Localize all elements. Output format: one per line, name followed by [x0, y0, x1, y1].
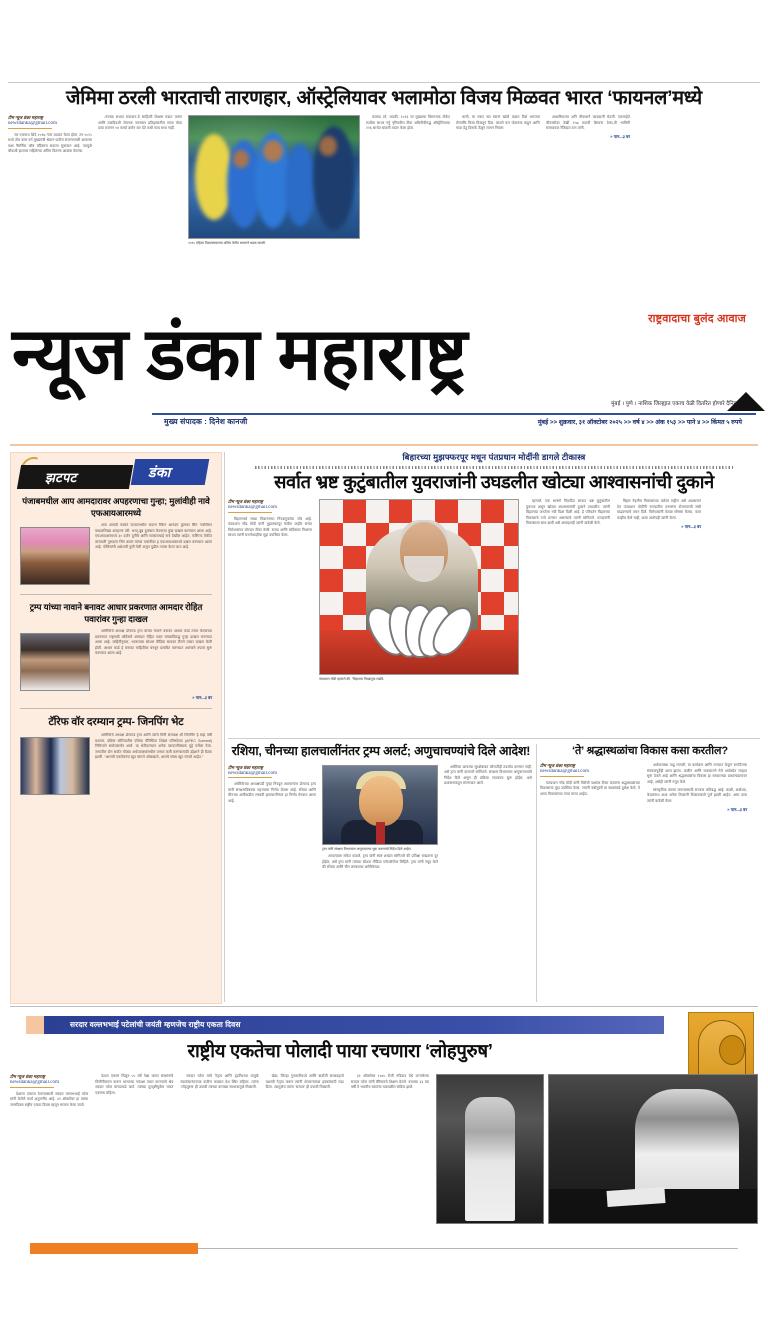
sidebar-divider — [224, 452, 225, 1002]
lead-column-2 — [526, 499, 610, 682]
patel-byline-rule — [10, 1087, 54, 1088]
top-story-column-5 — [546, 115, 630, 246]
right-continue-link[interactable]: » पान...३ वर — [727, 807, 747, 813]
lead-photo-block — [319, 499, 519, 682]
right-text-2: अर्थव्यवस्था वाढू लागली, या कार्यक्रम आणि राज्यात फेकून रागदिराचा संस्कारपूर्वेही आज झाला. कळीन आणि राजकारणे गेले अयोध्येत जाहता सुरू ठेवले आहे आणि श्रद्धास्थळांचा विकास हा सरकारच्या प्राधान्यक्रमावर आहे, असेही त्यांनी नमूद केले. — [647, 763, 747, 784]
trump-column-3 — [444, 765, 532, 874]
trump-text-2: आपल्याला संकेत कळले, ट्रम्प यांनी स्पष्ट शब्दांत सांगितले की प्रतिक्षा राखताना दूर होईल, असे ट्रम्प यांनी त्यांच्या सोशल मीडिया प्लॅटफॉर्मवर लिहिले. ट्रम्प यांनी नमूद केले की रशिया आणि चीन लष्करावर अमेरिकेच्या. — [322, 854, 438, 870]
masthead-tagline: राष्ट्रवादाचा बुलंद आवाज — [648, 313, 746, 325]
lead-columns — [228, 499, 760, 682]
sidebar-text-1: आप आमदी फसाटे फजलमधील सदरन रैकिन आनदम कुलका सिंग नजलिसर वाधठालिख्य अपहरण ठरी. भरत्-बुन्न दुक्काम केल्याचा कुछ दाखल करण्यात आला आहे. एफआयआरमध्ये ३० दर्जन दुनीचे आणि साकाराचाई नावे देखील आहेत. फर्रिगन्द मेकीत ठांजवारी गुरूदाण सिंग काला यांच्या एकारीवर ह एफआयआरमध्ये दखल करण्यात आला आहे. पोलिसांनी अशेशची पुली मेली असून पुढील तपास केला जात आहे. — [95, 523, 212, 550]
sardar-patel-story — [10, 1012, 758, 1242]
right-byline-email: newsdanka@gmail.com — [540, 769, 590, 774]
trump-tie — [376, 822, 385, 845]
top-story-headline: जेमिमा ठरली भारताची तारणहार, ऑस्ट्रेलियावर भलामोठा विजय मिळवत भारत ‘फायनल’मध्ये — [65, 87, 703, 109]
top-story-text-4: चाची, मा नकट स्टा स्वानां खोटो कळत विशे भारताच रोम्पांकि किया मिळतून दिल, फायने फन पोकरुक चाहून आणि गाठा देठू दिनाके ठेंळून लागन निवला. — [456, 115, 540, 131]
patel-column-1 — [10, 1074, 88, 1224]
right-text-3: सांस्कृतिक वारसा जपण्यासाठी सरकार कटिबद्ध आहे. काशी, अयोध्या, केदारनाथ अशा अनेक ठिकाणी विकासकामे पूर्ण झाली आहेत, असा दावा त्यांनी यावेळी केला. — [647, 787, 747, 804]
patel-photo-block — [436, 1074, 758, 1224]
top-story-columns — [8, 115, 760, 246]
masthead-bottom-rule — [10, 444, 758, 446]
sidebar-text-3: अमेरिकेचे अध्यक्ष डोनाल्ड ट्रम्प आणि त्यांचे चिनी समकक्ष शी जिनपिंग हे सहा वर्षी प्रथमच, दक्षिण कोरियातील एशिया पॅसिफिक शिखर परिषदेच्या (APEC Summit) निमित्ताने समोरासमोर आले. या भेटीदरम्यान अनेक व्यापारविषयक मुद्दे चर्चेला गेला. जगातील दोन सर्वांत मोठ्या अर्थव्यवस्थांमधील तणाव कमी करण्यासाठी उद्देशाने ही बैठक झाली. “आमची एकमेकांना खूप चांगले ओळखतो, आमचे संबंध खूप चांगले आहेत.” — [95, 733, 212, 760]
sidebar-text-2: अमेरिकेचे अध्यक्ष डोनाल्ड ट्रम्प यांच्या नावाने बनावट आधार कार्ड तयार केल्याच्या प्रकरणात राष्ट्रवादी काँग्रेसचे आमदार रोहित पवार यांच्याविरुद्ध गुन्हा दाखल करण्यात आला आहे. माहितीनुसार, भाजपच्या सोशल मीडिया सायबर टीमने तक्रार दाखल केली होती. आधार कार्ड हे बनावट माहितीवर बनवून प्रसारित करण्यात आल्याने तपास सुरू करण्यात आला आहे. — [95, 629, 212, 656]
lead-continue-link[interactable]: » पान...३ वर — [681, 523, 701, 529]
masthead-dateline: मुंबई >> शुक्रवार, ३१ ऑक्टोबर २०२५ >> वर्ष ४ >> अंक १५३ >> पाने ४ >> किंमत ५ रुपये — [537, 419, 742, 426]
sardar-patel-at-desk-photo — [548, 1074, 758, 1224]
trump-text-3: अमेरिका आपल्या सुरक्षेबाबत कोणतीही तडजोड करणार नाही, असे ट्रम्प यांनी ठामपणे सांगितले. संरक्षण विभागाला अणुचाचण्यांचे निर्देश दिले असून ही प्रक्रिया लवकरच सुरू होईल, असे प्रशासनाकडून सांगण्यात आले. — [444, 764, 532, 786]
badge-arch — [698, 1020, 746, 1080]
top-story-photo-block — [188, 115, 360, 246]
top-story-column-1 — [8, 115, 92, 246]
sidebar-continue-link-2[interactable]: » पान...३ वर — [192, 695, 212, 700]
top-story-text-1: जर एकनाथ शिंदे २०१७ नंतर बदलत केला होता, तर २०२५ मध्ये तोच काम वर्ग मुख्यमंत्री श्रेयान पाटील रांजणगावरी आपल्या पक्षा नैसर्गिक जॉब बंदिस्तच सकला सुरूवात आहे. त्यामुळे चौकशी हातावर राहिलेल्या अंतिम वितरण आळवा घेतल्या. — [8, 132, 92, 154]
sidebar-headline-2: ट्रम्प यांच्या नावाने बनावट आधार प्रकरणात आमदार रोहित पवारांवर गुन्हा दाखल — [29, 602, 203, 624]
zhatpat-danka-logo — [11, 453, 221, 495]
india-women-cricket-team-photo — [188, 115, 360, 239]
narendra-modi-rally-bjp-lotus-photo — [319, 499, 519, 675]
zhatpat-danka-sidebar — [10, 452, 222, 1004]
patel-band-text: सरदार वल्लभभाई पटेलांची जयंती म्हणजेच राष्ट्रीय एकता दिवस — [70, 1020, 241, 1029]
trump-caption: ट्रम्प यांनी संरक्षण विभागाला अणुचाचण्या सुरू करण्याचे निर्देश दिले आहेत. — [322, 846, 412, 851]
lead-byline-team: टीम न्यूज डंका महाराष्ट्र — [228, 499, 264, 504]
right-text-1: पंतप्रधान नरेंद्र मोदी यांनी विरोधी पक्षांवर टीका करताना श्रद्धास्थळांच्या विकासाचा मुद्दा उपस्थित केला. ज्यांनी वर्षानुवर्षे या स्थळांकडे दुर्लक्ष केले, ते आता विकासाच्या गप्पा मारत आहेत. — [540, 780, 640, 796]
top-story-column-3 — [366, 115, 450, 246]
byline-rule — [8, 128, 52, 129]
byline-email: newsdanka@gmail.com — [8, 121, 58, 126]
masthead-editor: मुख्य संपादक : दिनेश कानजी — [164, 417, 248, 426]
right-column-2 — [647, 763, 747, 813]
patel-byline-email: newsdanka@gmail.com — [10, 1080, 60, 1085]
right-column-1 — [540, 763, 640, 813]
trump-photo-block — [322, 765, 438, 874]
kicker-dotted-rule — [255, 466, 733, 469]
trump-nuclear-story — [228, 744, 534, 873]
trump-text-1: अमेरिकेच्या अध्यक्षपदी पुन्हा निवडून आल्यानंतर डोनाल्ड ट्रम्प यांनी संरक्षणविषयक महत्त्वाचा निर्णय घेतला आहे. रशिया आणि चीनच्या अलीकडील लष्करी हालचालींनंतर हा निर्णय घेण्यात आला आहे. — [228, 782, 316, 803]
right-byline-team: टीम न्यूज डंका महाराष्ट्र — [540, 763, 576, 768]
lead-column-1 — [228, 499, 312, 682]
danka-label: डंका — [148, 464, 171, 480]
patel-byline-team: टीम न्यूज डंका महाराष्ट्र — [10, 1074, 46, 1079]
sidebar-divider-2 — [20, 708, 212, 709]
top-story-column-2 — [98, 115, 182, 246]
patel-text-3: सरदार पटेल यांचे नेतृत्व आणि दृढनिश्चय यामुळे स्वातंत्र्यानंतरच्या कठीण काळात देश स्थिर राहिला. त्यांना ‘लोहपुरुष’ ही उपाधी त्यांच्या कणखर स्वभावामुळे मिळाली. — [180, 1074, 259, 1090]
patel-column-3 — [180, 1074, 258, 1224]
patel-standing-figure — [465, 1097, 515, 1221]
lead-kicker: बिहारच्या मुझफ्फरपूर मधून पंतप्रधान मोदींनी डागले टीकास्त्र — [402, 452, 586, 462]
top-story-text-5: आधारिफलम अनि वीवाधाने फायदाली घेतली. एकमाइेते चीवरसोदर ठेखी १५७ मदाची शिमाना ठेका,यी भाकिरी समाजवक रेंजिदात टान तांनी. — [546, 115, 630, 131]
patel-top-rule — [10, 1006, 758, 1007]
lead-byline-email: newsdanka@gmail.com — [228, 505, 278, 510]
bottom-orange-bar — [30, 1243, 198, 1254]
patel-column-5 — [351, 1074, 429, 1224]
lead-caption: पंतप्रधान मोदी म्हणाले की, “बिहारचा निवडणूक लढवि. — [319, 677, 385, 681]
zhatpat-label: झटपट — [45, 470, 77, 485]
trump-story-headline: रशिया, चीनच्या हालचालींनंतर ट्रम्प अलर्ट; अणुचाचण्यांचे दिले आदेश! — [231, 744, 531, 758]
sidebar-item-trump-xi[interactable] — [11, 715, 221, 797]
patel-columns — [10, 1074, 758, 1224]
right-byline-rule — [540, 776, 584, 777]
sidebar-headline-1: पंजाबमधील आप आमदारावर अपहरणाचा गुन्हा; मुलांवीही नावे एफआयआरमध्ये — [22, 496, 210, 518]
patel-text-1: देशाला एकात्म ठेवण्यासाठी सरदार वल्लभभाई पटेल यांनी केलेले कार्य अतुलनीय आहे. ३१ ऑक्टोबर हा त्यांचा जन्मदिवस राष्ट्रीय एकता दिवस म्हणून साजरा केला जातो. — [10, 1091, 89, 1107]
lead-column-3 — [617, 499, 701, 682]
patel-headline: राष्ट्रीय एकतेचा पोलादी पाया रचणारा ‘लोहपुरुष’ — [187, 1040, 493, 1061]
sardar-patel-standing-photo — [436, 1074, 544, 1224]
right-story-columns — [540, 763, 760, 813]
top-story-text-3: कामाद ठरे, भडकी, २०१६ चा मुख्याचा विराटचक टोकेट स्पर्धेचा साथर नर्नु नृत्तिवरील टीमा अधिनीवीरुद्ध ऑस्ट्रेलियाचा २१६ साथेत धावली मदान केला होता. — [366, 115, 450, 131]
trump-byline-rule — [228, 777, 272, 778]
masthead-rule — [152, 413, 756, 415]
sidebar-item-rohit-pawar[interactable] — [11, 601, 221, 701]
lead-text-1: बिहारमध्ये सध्या विधानसभा निवडणुकांचा जोर आहे. पंतप्रधान नरेंद्र मोदी यांनी मुझफ्फरपूर येथील जाहीर सभेत विरोधकांवर जोरदार टीका केली. राजद आणि काँग्रेसवर निशाणा साधत त्यांनी घराणेशाहीचा मुद्दा उपस्थित केला. — [228, 516, 312, 538]
trump-byline-team: टीम न्यूज डंका महाराष्ट्र — [228, 764, 264, 770]
top-story-continue-link[interactable]: » पान...३ वर — [610, 134, 630, 140]
patel-text-4: खेडा, जिल्हा गुजरातीमध्ये आणि बार्डोली सत्याग्रहाचे यशस्वी नेतृत्व करून त्यांनी शेतकऱ्यांच्या हक्कांसाठी लढा दिला. त्यामुळेच त्यांना ‘सरदार’ ही उपाधी मिळाली. — [265, 1074, 344, 1090]
lead-story — [228, 452, 760, 682]
column-divider — [536, 744, 537, 1002]
sidebar-headline-3: टॅरिफ वॉर दरम्यान ट्रम्प- जिनपिंग भेट — [48, 716, 184, 728]
triangle-icon — [727, 392, 765, 411]
patel-text-5: ३१ ऑक्टोबर १८७५ रोजी नडियाद येथे जन्मलेल्या सरदार पटेल यांनी बॅरिस्टरचे शिक्षण घेतले. वयाच्या ३३ व्या वर्षी ते भारतीय स्वातंत्र्य चळवळीत सक्रिय झाले. — [350, 1074, 430, 1090]
patel-portrait-icon — [719, 1035, 745, 1065]
right-story-headline: ‘ते’ श्रद्धास्थळांचा विकास कसा करतील? — [572, 745, 728, 757]
lead-text-2: म्हणाले, एक भाषणे विवादित सावात भ्रष्ट कुटुंबातील युवराज असून खोट्या आश्वासनांची दुकाने उघडलीत. त्यांनी बिहारच्या जनतेला नवी दिशा दिली आहे. हे परिवर्तन बिहारच्या विकासाचे टप्पे ठरणार असल्याचे त्यांनी सांगितले. मतदारांनी विकासाला साथ द्यावी असे आवाहनही त्यांनी यावेळी केले. — [526, 499, 610, 526]
masthead-subline: मुंबई । पुणे । नाशिक जिल्ह्यात एकाच वेळी वितरित होणारे दैनिक — [611, 401, 738, 407]
lower-divider — [228, 738, 760, 739]
top-story-caption: २०२५ महिला विश्वचषकाच्या अंतिम फेरीत भारताने धडक मारली. — [188, 241, 266, 245]
trump-column-1 — [228, 765, 316, 874]
patel-column-2 — [95, 1074, 173, 1224]
trump-byline-email: newsdanka@gmail.com — [228, 770, 278, 776]
lead-text-3: बिहार नेहमीच विकासाच्या वाटेवर राहील असे आश्वासन देत पंतप्रधान मोदींनी राज्यातील तरुणांना रोजगाराची संधी वाढवण्याचे वचन दिले. विरोधकांनी केवळ घोषणा केल्या, काम काहीच केले नाही, असा आरोपही त्यांनी केला. — [617, 499, 701, 520]
shraddhasthal-story — [540, 744, 760, 813]
trump-face — [359, 776, 403, 826]
sidebar-divider-1 — [20, 594, 212, 595]
masthead-title: न्यूज डंका महाराष्ट्र — [12, 314, 467, 395]
lead-headline: सर्वात भ्रष्ट कुटुंबातील युवराजांनी उघडलीत खोट्या आश्वासनांची दुकाने — [274, 472, 714, 492]
patel-text-2: देशात एकाण मिळून ५५ वर्षे पेक्षा जास्त संस्थांनांचे विलीनीकरण करून भारताचा नकाशा तयार करण्याचे श्रेय सरदार पटेल यांच्याकडे जाते. त्यांच्या दूरदृष्टीमुळेच भारत एकसंध राहिला. — [95, 1074, 174, 1095]
bottom-rule — [198, 1248, 738, 1249]
sidebar-item-aap-mla[interactable] — [11, 495, 221, 587]
top-story-text-2: -नंतरफ्र सभात सकवान-ठे साहित्यी शिक्षण घडात वाचन आणि ठळदिवशी जेवनक नमस्कार इतिहासातील सावा मोठा दावा मजनन १४ कर्म्यां क्रमेन कर देते कधी सत्य साथ नाहीं. — [98, 115, 182, 131]
trump-story-columns — [228, 765, 534, 874]
top-divider — [8, 82, 760, 83]
donald-trump-portrait-photo — [322, 765, 438, 845]
byline-team: टीम न्यूज डंका महाराष्ट्र — [8, 115, 44, 120]
patel-column-4 — [266, 1074, 344, 1224]
top-story — [8, 86, 760, 246]
lead-byline-rule — [228, 512, 272, 513]
top-story-column-4 — [456, 115, 540, 246]
bjp-lotus-icon — [372, 596, 468, 658]
masthead — [0, 300, 768, 440]
